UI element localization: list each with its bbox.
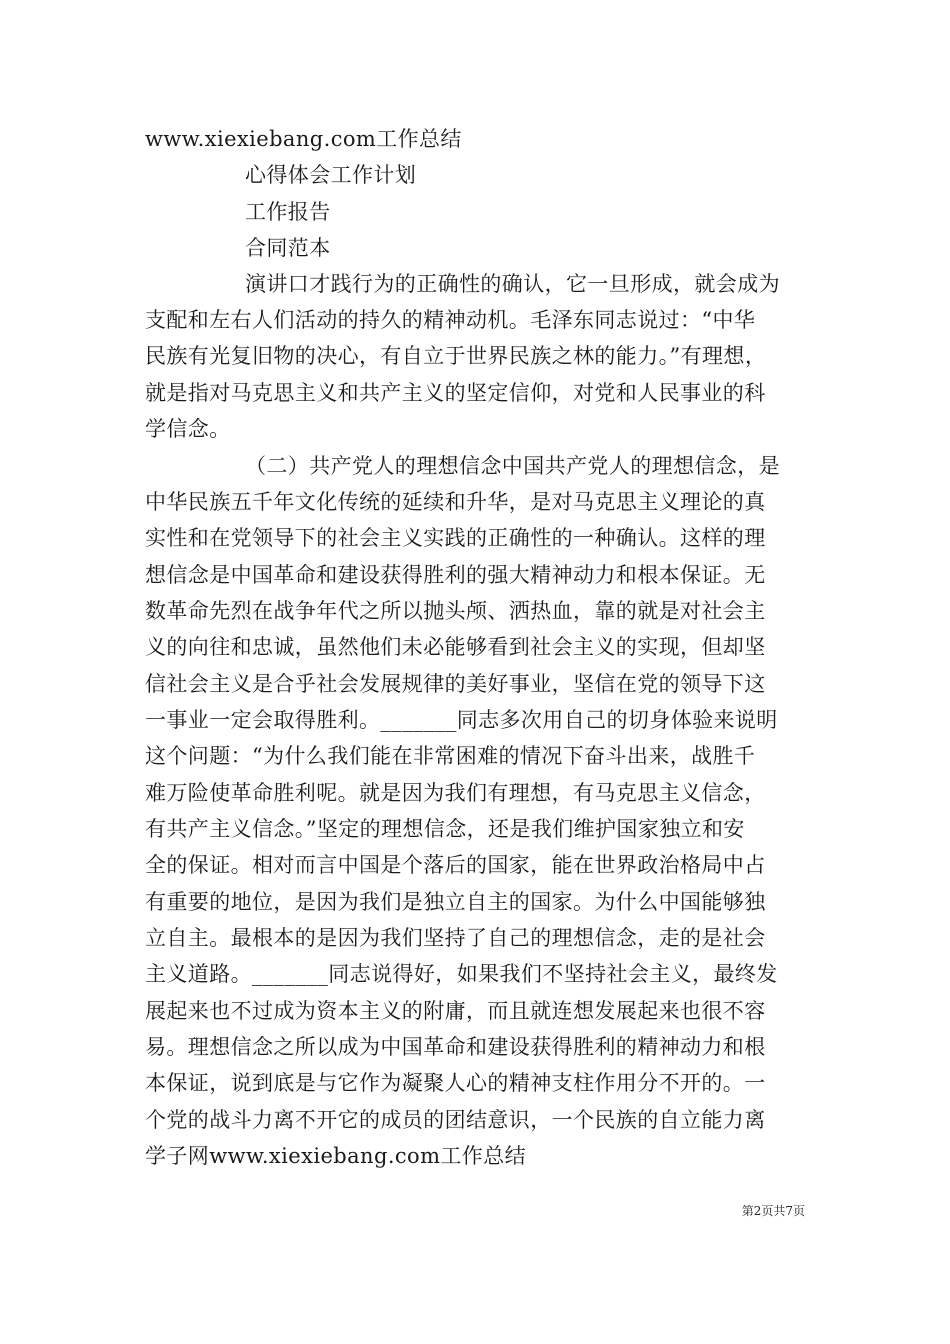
paragraph-line: 有重要的地位，是因为我们是独立自主的国家。为什么中国能够独	[145, 890, 766, 914]
page-number: 第2页共7页	[741, 1204, 805, 1218]
paragraph-line: 中华民族五千年文化传统的延续和升华，是对马克思主义理论的真	[145, 490, 766, 514]
site-footer-line: 学子网www.xiexiebang.com工作总结	[145, 1144, 527, 1168]
paragraph-line: 本保证，说到底是与它作为凝聚人心的精神支柱作用分不开的。一	[145, 1071, 766, 1095]
paragraph-line: 支配和左右人们活动的持久的精神动机。毛泽东同志说过：“中华	[145, 308, 756, 332]
site-header-line: www.xiexiebang.com工作总结	[145, 127, 462, 151]
paragraph-line: 演讲口才践行为的正确性的确认，它一旦形成，就会成为	[245, 272, 780, 296]
paragraph-line: 义的向往和忠诚，虽然他们未必能够看到社会主义的实现，但却坚	[145, 635, 766, 659]
paragraph-line: 想信念是中国革命和建设获得胜利的强大精神动力和根本保证。无	[145, 563, 766, 587]
paragraph-line: 展起来也不过成为资本主义的附庸，而且就连想发展起来也很不容	[145, 999, 766, 1023]
paragraph-line: 易。理想信念之所以成为中国革命和建设获得胜利的精神动力和根	[145, 1035, 766, 1059]
menu-item-工作报告: 工作报告	[245, 200, 331, 224]
paragraph-line: 信社会主义是合乎社会发展规律的美好事业，坚信在党的领导下这	[145, 672, 766, 696]
paragraph-line: 立自主。最根本的是因为我们坚持了自己的理想信念，走的是社会	[145, 926, 766, 950]
menu-item-合同范本: 合同范本	[245, 236, 331, 260]
paragraph-line: 个党的战斗力离不开它的成员的团结意识，一个民族的自立能力离	[145, 1108, 766, 1132]
paragraph-line: 一事业一定会取得胜利。_______同志多次用自己的切身体验来说明	[145, 708, 778, 732]
paragraph-line: 数革命先烈在战争年代之所以抛头颅、洒热血，靠的就是对社会主	[145, 599, 766, 623]
paragraph-line: 这个问题：“为什么我们能在非常困难的情况下奋斗出来，战胜千	[145, 744, 756, 768]
menu-item-心得体会工作计划: 心得体会工作计划	[245, 163, 417, 187]
paragraph-line: 有共产主义信念。”坚定的理想信念，还是我们维护国家独立和安	[145, 817, 745, 841]
paragraph-line: （二）共产党人的理想信念中国共产党人的理想信念，是	[245, 454, 780, 478]
paragraph-line: 学信念。	[145, 417, 231, 441]
paragraph-line: 就是指对马克思主义和共产主义的坚定信仰，对党和人民事业的科	[145, 381, 766, 405]
paragraph-line: 民族有光复旧物的决心，有自立于世界民族之林的能力。”有理想，	[145, 344, 767, 368]
paragraph-line: 主义道路。_______同志说得好，如果我们不坚持社会主义，最终发	[145, 962, 778, 986]
paragraph-line: 难万险使革命胜利呢。就是因为我们有理想，有马克思主义信念，	[145, 781, 766, 805]
paragraph-line: 全的保证。相对而言中国是个落后的国家，能在世界政治格局中占	[145, 853, 766, 877]
paragraph-line: 实性和在党领导下的社会主义实践的正确性的一种确认。这样的理	[145, 526, 766, 550]
